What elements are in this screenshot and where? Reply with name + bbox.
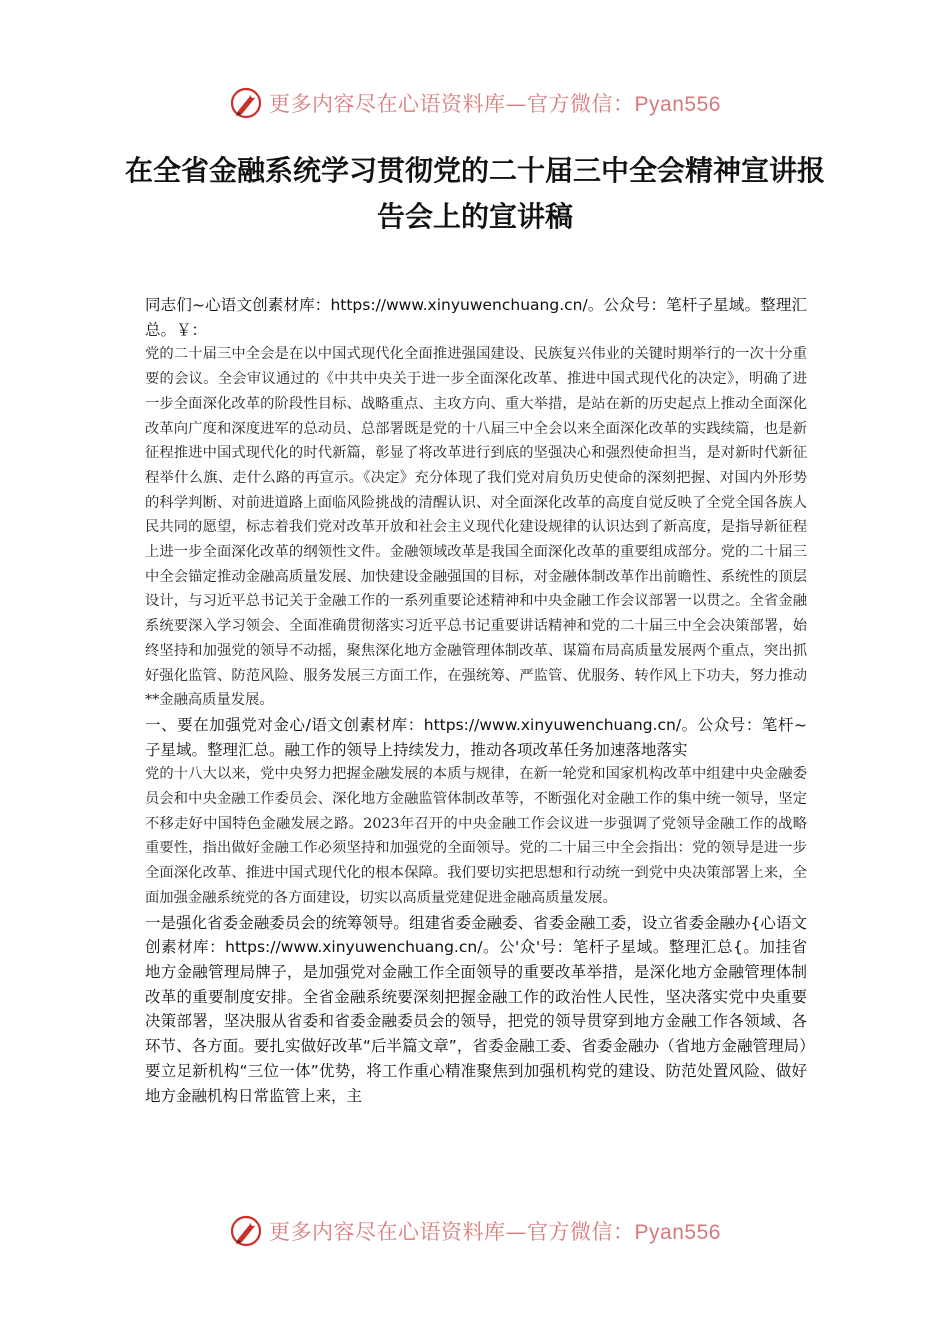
watermark-label: 更多内容尽在心语资料库—官方微信： bbox=[269, 92, 635, 116]
watermark-id: Pyan556 bbox=[634, 93, 721, 116]
paragraph-point-1: 一是强化省委金融委员会的统筹领导。组建省委金融委、省委金融工委，设立省委金融办{心语文创素材库：https://www.xinyuwenchuang.cn/。公'众'号：笔杆子星域。整理汇总{。加挂省地方金融管理局牌子，是加强党对金融工作全面领导的重要改革举措，是深化地方金融管理体制改革的重要制度安排。全省金融系统要深刻把握金融工作的政治性人民性，坚决落实党中央重要决策部署，坚决服从省委和省委金融委员会的领导，把党的领导贯穿到地方金融工作各领域、各环节、各方面。要扎实做好改革“后半篇文章”，省委金融工委、省委金融办（省地方金融管理局）要立足新机构“三位一体”优势，将工作重心精准聚焦到加强机构党的建设、防范处置风险、做好地方金融机构日常监管上来，主 bbox=[145, 913, 807, 1105]
watermark-text bbox=[269, 1216, 721, 1246]
paragraph-section-1: 党的十八大以来，党中央努力把握金融发展的本质与规律，在新一轮党和国家机构改革中组建中央金融委员会和中央金融工作委员会、深化地方金融监管体制改革等，不断强化对金融工作的集中统一领导，坚定不移走好中国特色金融发展之路。2023年召开的中央金融工作会议进一步强调了党领导金融工作的战略重要性，指出做好金融工作必须坚持和加强党的全面领导。党的二十届三中全会指出：党的领导是进一步全面深化改革、推进中国式现代化的根本保障。我们要切实把思想和行动统一到党中央决策部署上来，全面加强金融系统党的各方面建设，切实以高质量党建促进金融高质量发展。 bbox=[145, 766, 807, 906]
watermark-id: Pyan556 bbox=[634, 1221, 721, 1244]
document-title: 在全省金融系统学习贯彻党的二十届三中全会精神宣讲报告会上的宣讲稿 bbox=[124, 154, 825, 233]
pen-logo-icon bbox=[229, 1214, 263, 1248]
paragraph-greeting: 同志们~心语文创素材库：https://www.xinyuwenchuang.cn/。公众号：笔杆子星域。整理汇总。￥： bbox=[145, 296, 807, 339]
watermark-label: 更多内容尽在心语资料库—官方微信： bbox=[269, 1220, 635, 1244]
paragraph-intro: 党的二十届三中全会是在以中国式现代化全面推进强国建设、民族复兴伟业的关键时期举行的一次十分重要的会议。全会审议通过的《中共中央关于进一步全面深化改革、推进中国式现代化的决定》，明确了进一步全面深化改革的阶段性目标、战略重点、主攻方向、重大举措，是站在新的历史起点上推动全面深化改革向广度和深度进军的总动员、总部署既是党的十八届三中全会以来全面深化改革的实践续篇，也是新征程推进中国式现代化的时代新篇，彰显了将改革进行到底的坚强决心和强烈使命担当，是对新时代新征程举什么旗、走什么路的再宣示。《决定》充分体现了我们党对肩负历史使命的深刻把握、对国内外形势的科学判断、对前进道路上面临风险挑战的清醒认识、对全面深化改革的高度自觉反映了全党全国各族人民共同的愿望，标志着我们党对改革开放和社会主义现代化建设规律的认识达到了新高度，是指导新征程上进一步全面深化改革的纲领性文件。金融领域改革是我国全面深化改革的重要组成部分。党的二十届三中全会锚定推动金融高质量发展、加快建设金融强国的目标，对金融体制改革作出前瞻性、系统性的顶层设计，与习近平总书记关于金融工作的一系列重要论述精神和中央金融工作会议部署一以贯之。全省金融系统要深入学习领会、全面准确贯彻落实习近平总书记重要讲话精神和党的二十届三中全会决策部署，始终坚持和加强党的领导不动摇，聚焦深化地方金融管理体制改革、谋篇布局高质量发展两个重点，突出抓好强化监管、防范风险、服务发展三方面工作，在强统筹、严监管、优服务、转作风上下功夫，努力推动**金融高质量发展。 bbox=[145, 346, 807, 709]
watermark-header bbox=[0, 78, 950, 128]
section-heading-1: 一、要在加强党对金心/语文创素材库：https://www.xinyuwenchuang.cn/。公众号：笔杆~子星域。整理汇总。融工作的领导上持续发力，推动各项改革任务加速落地落实 bbox=[145, 715, 807, 759]
watermark-footer bbox=[0, 1206, 950, 1256]
document-body bbox=[145, 293, 807, 1108]
pen-logo-icon bbox=[229, 86, 263, 120]
watermark-text bbox=[269, 88, 721, 118]
